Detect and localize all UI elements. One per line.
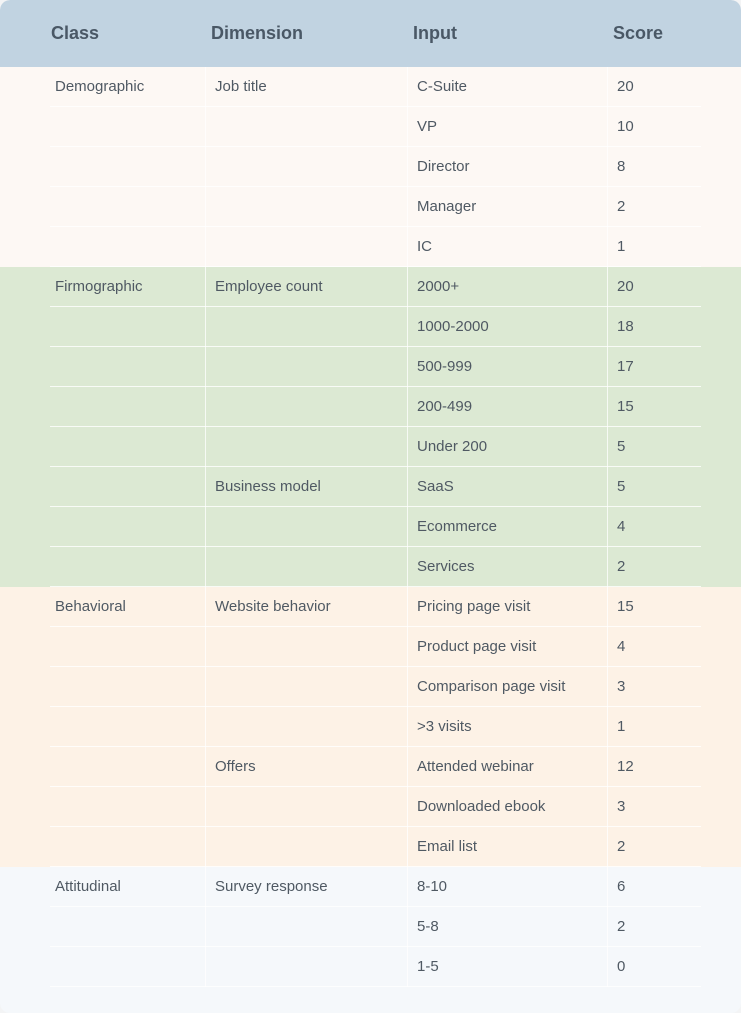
cell-score: 15 [617, 398, 634, 415]
table-row [0, 867, 741, 907]
row-divider [50, 986, 701, 987]
table-row [0, 547, 741, 587]
cell-score: 4 [617, 638, 626, 655]
cell-input: 200-499 [417, 398, 473, 415]
cell-input: 5-8 [417, 918, 439, 935]
cell-score: 18 [617, 318, 634, 335]
cell-input: Director [417, 158, 470, 175]
cell-dimension: Survey response [215, 878, 328, 895]
cell-class: Behavioral [55, 598, 126, 615]
table-row [0, 267, 741, 307]
table-row [0, 227, 741, 267]
cell-score: 2 [617, 838, 626, 855]
cell-score: 5 [617, 478, 626, 495]
cell-input: Manager [417, 198, 477, 215]
table-row [0, 787, 741, 827]
table-row [0, 147, 741, 187]
cell-input: Attended webinar [417, 758, 534, 775]
cell-score: 1 [617, 238, 626, 255]
table-row [0, 587, 741, 627]
cell-input: 2000+ [417, 278, 460, 295]
cell-input: IC [417, 238, 432, 255]
table-row [0, 67, 741, 107]
cell-score: 10 [617, 118, 634, 135]
header-score: Score [613, 23, 664, 43]
cell-score: 3 [617, 798, 626, 815]
cell-input: 500-999 [417, 358, 473, 375]
table-row [0, 747, 741, 787]
cell-input: 1000-2000 [417, 318, 489, 335]
cell-score: 4 [617, 518, 626, 535]
table-row [0, 827, 741, 867]
cell-score: 20 [617, 278, 634, 295]
cell-input: 1-5 [417, 958, 439, 975]
cell-dimension: Offers [215, 758, 256, 775]
cell-input: Under 200 [417, 438, 488, 455]
table-row [0, 667, 741, 707]
cell-input: Downloaded ebook [417, 798, 546, 815]
table-body [0, 67, 741, 987]
header-dimension: Dimension [211, 23, 304, 43]
group-behavioral [0, 587, 741, 867]
cell-score: 3 [617, 678, 626, 695]
cell-input: Email list [417, 838, 478, 855]
group-demographic [0, 67, 741, 267]
cell-input: Ecommerce [417, 518, 498, 535]
cell-score: 12 [617, 758, 634, 775]
cell-dimension: Job title [215, 78, 267, 95]
table-row [0, 507, 741, 547]
table-footer-space [0, 987, 741, 1013]
cell-input: SaaS [417, 478, 454, 495]
table-row [0, 627, 741, 667]
table-header [0, 0, 741, 67]
cell-score: 0 [617, 958, 626, 975]
table-row [0, 187, 741, 227]
cell-score: 6 [617, 878, 626, 895]
table-row [0, 107, 741, 147]
cell-score: 15 [617, 598, 634, 615]
group-attitudinal [0, 867, 741, 987]
cell-score: 2 [617, 198, 626, 215]
table-row [0, 467, 741, 507]
cell-score: 17 [617, 358, 634, 375]
cell-class: Firmographic [55, 278, 143, 295]
cell-score: 8 [617, 158, 626, 175]
cell-input: 8-10 [417, 878, 448, 895]
cell-dimension: Business model [215, 478, 321, 495]
cell-score: 2 [617, 558, 626, 575]
table-row [0, 347, 741, 387]
header-class: Class [51, 23, 100, 43]
cell-dimension: Website behavior [215, 598, 331, 615]
cell-input: C-Suite [417, 78, 468, 95]
cell-input: Pricing page visit [417, 598, 531, 615]
cell-class: Demographic [55, 78, 145, 95]
cell-dimension: Employee count [215, 278, 323, 295]
group-firmographic [0, 267, 741, 587]
table-row [0, 427, 741, 467]
cell-score: 2 [617, 918, 626, 935]
cell-input: Product page visit [417, 638, 537, 655]
cell-class: Attitudinal [55, 878, 121, 895]
cell-score: 1 [617, 718, 626, 735]
cell-input: >3 visits [417, 718, 472, 735]
table-row [0, 947, 741, 987]
cell-input: VP [417, 118, 438, 135]
header-input: Input [413, 23, 457, 43]
cell-score: 20 [617, 78, 634, 95]
table-row [0, 307, 741, 347]
table-row [0, 907, 741, 947]
cell-score: 5 [617, 438, 626, 455]
cell-input: Comparison page visit [417, 678, 566, 695]
cell-input: Services [417, 558, 475, 575]
table-row [0, 707, 741, 747]
table-row [0, 387, 741, 427]
